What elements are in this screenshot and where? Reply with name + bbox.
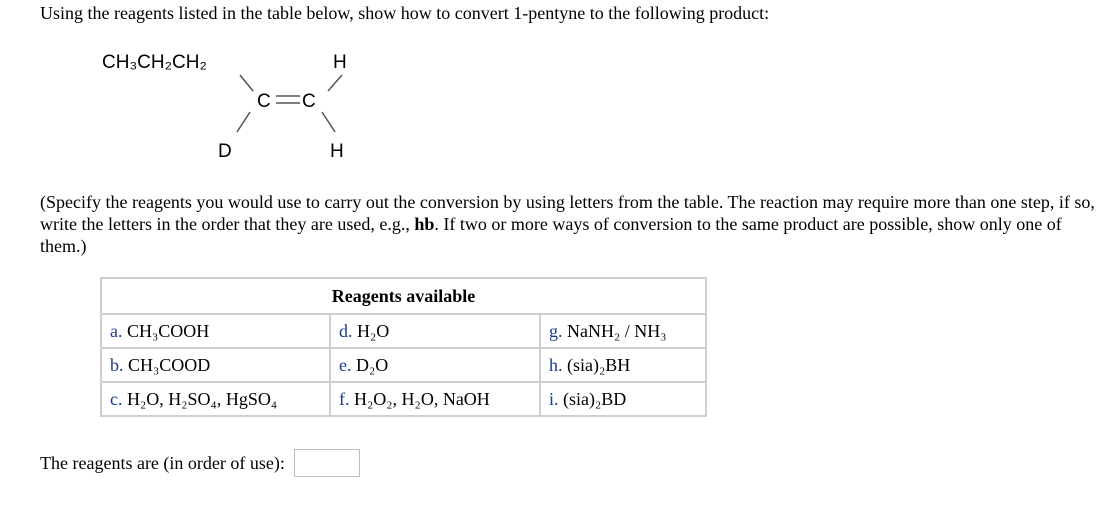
reagent-h-letter: h. (549, 354, 563, 375)
reagents-table (100, 277, 707, 417)
reagent-c-formula: H₂O, H₂SO₄, HgSO₄ (127, 388, 278, 409)
answer-label: The reagents are (in order of use): (40, 453, 285, 473)
product-structure (90, 44, 370, 174)
answer-row (40, 449, 360, 477)
reagent-i-cell (540, 382, 706, 416)
table-row (101, 314, 706, 348)
table-row (101, 382, 706, 416)
bond-propyl-carbon (240, 75, 253, 91)
reagent-d-formula: H₂O (357, 320, 390, 341)
deuterium-label: D (218, 141, 232, 162)
reagent-g-letter: g. (549, 320, 563, 341)
reagent-e-formula: D₂O (356, 354, 389, 375)
reagent-g-formula: NaNH₂ / NH₃ (567, 320, 667, 341)
reagent-g-cell (540, 314, 706, 348)
bond-h-bottom (322, 112, 335, 132)
instructions-example: hb (414, 214, 435, 234)
reagent-e-letter: e. (339, 354, 352, 375)
instructions-text (40, 191, 1100, 257)
reagent-e-cell (330, 348, 540, 382)
reagent-h-formula: (sia)₂BH (567, 354, 631, 375)
left-carbon-label: C (257, 91, 271, 112)
answer-input[interactable] (294, 449, 360, 477)
bond-deuterium (237, 112, 250, 132)
reagent-c-letter: c. (110, 388, 123, 409)
reagent-a-cell (101, 314, 330, 348)
question-text: Using the reagents listed in the table below, show how to convert 1-pentyne to the following product: (40, 3, 770, 23)
bond-h-top (328, 75, 342, 91)
bottom-hydrogen-label: H (330, 141, 344, 162)
product-structure-drawing (90, 44, 370, 174)
reagent-c-cell (101, 382, 330, 416)
reagent-b-letter: b. (110, 354, 124, 375)
table-row (101, 348, 706, 382)
reagent-b-cell (101, 348, 330, 382)
instructions-part1: (Specify the reagents you would use to carry out the conversion by using letters from the table. The reaction may require more than one step, if so, write the letters in the order that they are used, e.g., (40, 192, 1095, 234)
reagent-a-letter: a. (110, 320, 123, 341)
reagent-a-formula: CH₃COOH (127, 320, 210, 341)
top-hydrogen-label: H (333, 52, 347, 73)
reagent-d-letter: d. (339, 320, 353, 341)
propyl-group-label: CH₃CH₂CH₂ (102, 52, 207, 73)
reagent-f-letter: f. (339, 388, 350, 409)
reagent-b-formula: CH₃COOD (128, 354, 211, 375)
right-carbon-label: C (302, 91, 316, 112)
table-header: Reagents available (101, 278, 706, 314)
reagent-d-cell (330, 314, 540, 348)
reagent-i-formula: (sia)₂BD (563, 388, 627, 409)
reagent-i-letter: i. (549, 388, 559, 409)
reagent-f-cell (330, 382, 540, 416)
reagent-f-formula: H₂O₂, H₂O, NaOH (354, 388, 490, 409)
table-header-row (101, 278, 706, 314)
instructions-part2: . If two or more ways of conversion to the same product are possible, show only one of them.) (40, 214, 1062, 256)
reagent-h-cell (540, 348, 706, 382)
